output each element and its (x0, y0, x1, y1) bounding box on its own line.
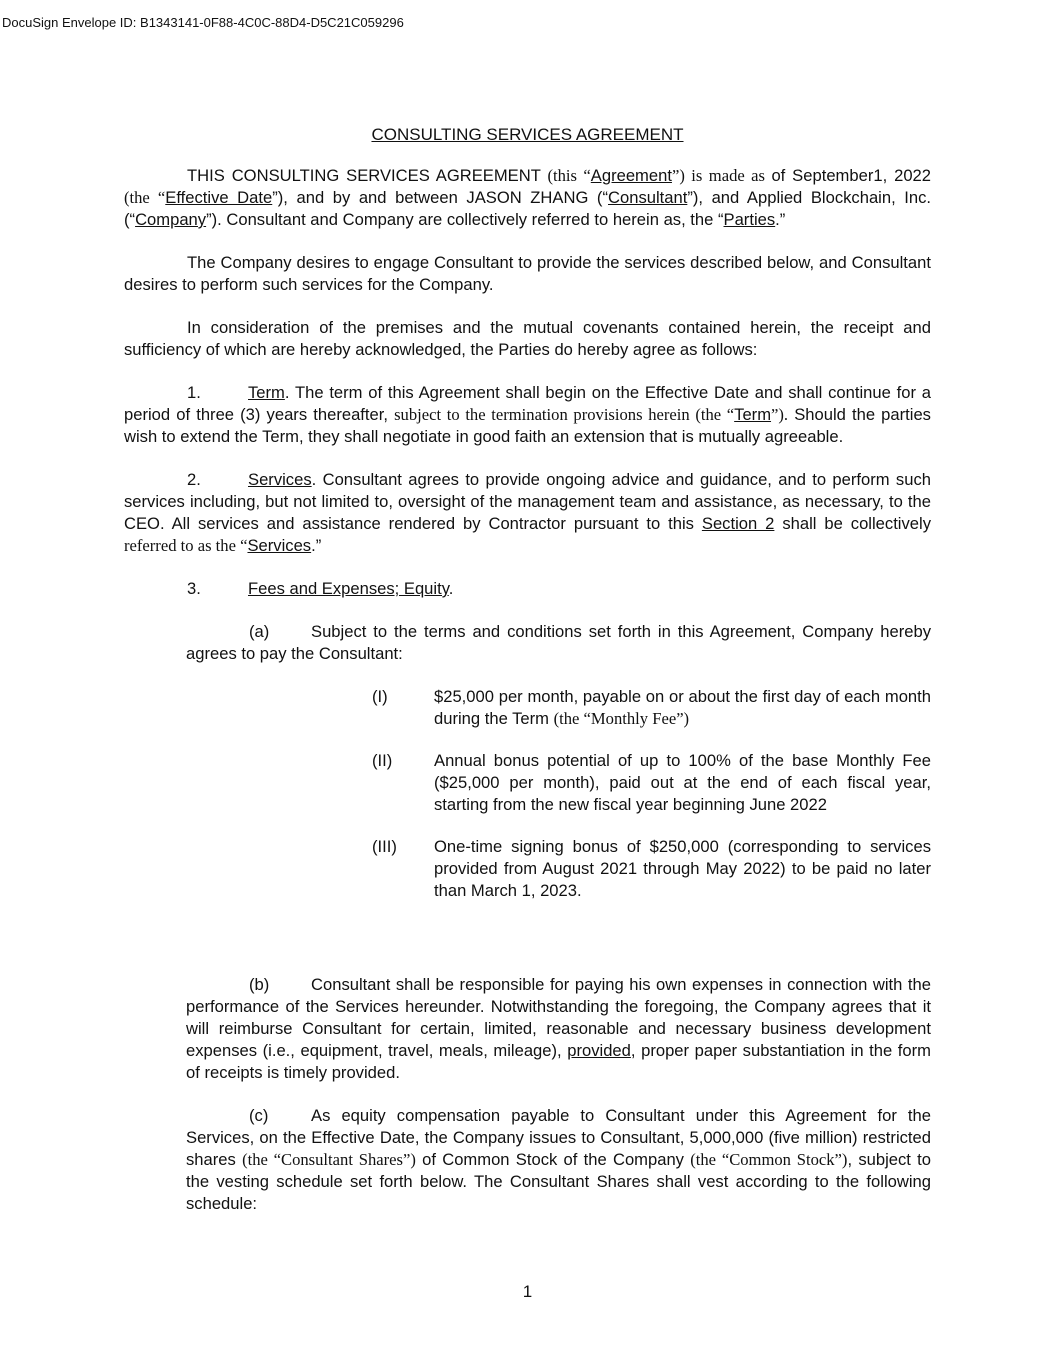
section-heading: Term (248, 383, 285, 402)
section-number: 2. (187, 470, 201, 489)
provided-term: provided (567, 1041, 631, 1060)
section-text: . (448, 579, 454, 598)
subsection-text: As equity compensation payable to Consultant under this Agreement for the Services, on the Effective Date, the Company issues to Consultant, 5,000,000 (five million) restricted shares (186, 1106, 931, 1169)
subsection-c (186, 1105, 931, 1215)
intro-paragraph (124, 165, 931, 231)
section-1-term (124, 382, 931, 448)
defined-term-effective-date: Effective Date (165, 188, 273, 207)
intro-text: ”) is made as (671, 166, 772, 185)
subsection-b (186, 974, 931, 1084)
defined-term-agreement: Agreement (590, 166, 672, 185)
section-number: 1. (187, 383, 201, 402)
docusign-envelope-id: DocuSign Envelope ID: B1343141-0F88-4C0C-88D4-D5C21C059296 (2, 15, 404, 30)
list-item-text: Annual bonus potential of up to 100% of the base Monthly Fee ($25,000 per month), paid out at the end of each fiscal year, starting from the new fiscal year beginning June 2022 (434, 751, 931, 814)
section-3-heading (124, 578, 931, 600)
subsection-label: (c) (249, 1106, 269, 1125)
subsection-text: of Common Stock of the Company (415, 1150, 691, 1169)
defined-term-term: Term (734, 405, 772, 424)
document-page (124, 124, 931, 1236)
intro-text: (this “ (547, 166, 591, 185)
section-number: 3. (187, 579, 201, 598)
subsection-label: (b) (249, 975, 270, 994)
subsection-text: , proper paper substantiation in the form of receipts is timely provided. (186, 1041, 931, 1082)
section-heading: Fees and Expenses; Equity (248, 579, 449, 598)
payment-item-3 (372, 836, 931, 902)
page-number: 1 (522, 1282, 533, 1301)
roman-numeral: (I) (372, 687, 388, 706)
roman-numeral: (III) (372, 837, 397, 856)
intro-text: of September1, 2022 (771, 166, 932, 185)
section-text: subject to the termination provisions herein (the “ (394, 405, 735, 424)
document-title: CONSULTING SERVICES AGREEMENT (371, 125, 684, 144)
intro-text: .” (775, 210, 786, 229)
subsection-text: Subject to the terms and conditions set forth in this Agreement, Company hereby agrees to pay the Consultant: (186, 622, 931, 663)
intro-text: ”), and Applied Blockchain, Inc. (“ (124, 188, 932, 229)
section-text: . The term of this Agreement shall begin on the Effective Date and shall continue for a period of three (3) years thereafter, (124, 383, 931, 424)
defined-term-services: Services (247, 536, 312, 555)
payment-item-1 (372, 686, 931, 730)
list-item-text: One-time signing bonus of $250,000 (corresponding to services provided from August 2021 through May 2022) to be paid no later than March 1, 2023. (434, 837, 931, 900)
list-item-text: (the “Monthly Fee”) (553, 709, 690, 728)
section-3-subsections (186, 621, 931, 1215)
intro-text: (the “ (124, 188, 166, 207)
section-text: shall be collectively (774, 514, 932, 533)
intro-text: ”). Consultant and Company are collectively referred to herein as, the “ (206, 210, 724, 229)
section-text: . Consultant agrees to provide ongoing advice and guidance, and to perform such services including, but not limited to, oversight of the management team and assistance, as necessary, to the CEO. All services and assistance rendered by Contractor pursuant to this (124, 470, 931, 533)
section-heading: Services (248, 470, 312, 489)
subsection-a (186, 621, 931, 665)
subsection-label: (a) (249, 622, 270, 641)
section-text: referred to as the “ (124, 536, 248, 555)
section-reference: Section 2 (701, 514, 775, 533)
payment-item-2 (372, 750, 931, 816)
consideration-paragraph: In consideration of the premises and the mutual covenants contained herein, the receipt and sufficiency of which are hereby acknowledged, the Parties do hereby agree as follows: (124, 318, 931, 359)
intro-text: THIS CONSULTING SERVICES AGREEMENT (187, 166, 548, 185)
defined-term-consultant: Consultant (608, 188, 688, 207)
section-2-services (124, 469, 931, 557)
defined-term-parties: Parties (723, 210, 776, 229)
section-text: Should the parties wish to extend the Term, they shall negotiate in good faith an extension that is mutually agreeable. (124, 405, 931, 446)
subsection-text: (the “Common Stock”) (690, 1150, 848, 1169)
section-text: ”). (771, 405, 789, 424)
subsection-text: , subject to the vesting schedule set forth below. The Consultant Shares shall vest according to the following schedule: (186, 1150, 931, 1213)
recital-paragraph: The Company desires to engage Consultant to provide the services described below, and Consultant desires to perform such services for the Company. (124, 253, 931, 294)
blank-space (186, 922, 931, 974)
list-item-text: $25,000 per month, payable on or about the first day of each month during the Term (434, 687, 931, 728)
section-text: .” (311, 536, 322, 555)
subsection-text: (the “Consultant Shares”) (242, 1150, 416, 1169)
intro-text: ”), and by and between JASON ZHANG (“ (272, 188, 608, 207)
roman-numeral: (II) (372, 751, 393, 770)
defined-term-company: Company (135, 210, 207, 229)
subsection-text: Consultant shall be responsible for paying his own expenses in connection with the performance of the Services hereunder. Notwithstanding the foregoing, the Company agrees that it will reimburse Consultant for certain, limited, reasonable and necessary business development expenses (i.e., equipment, travel, meals, mileage), (186, 975, 931, 1060)
